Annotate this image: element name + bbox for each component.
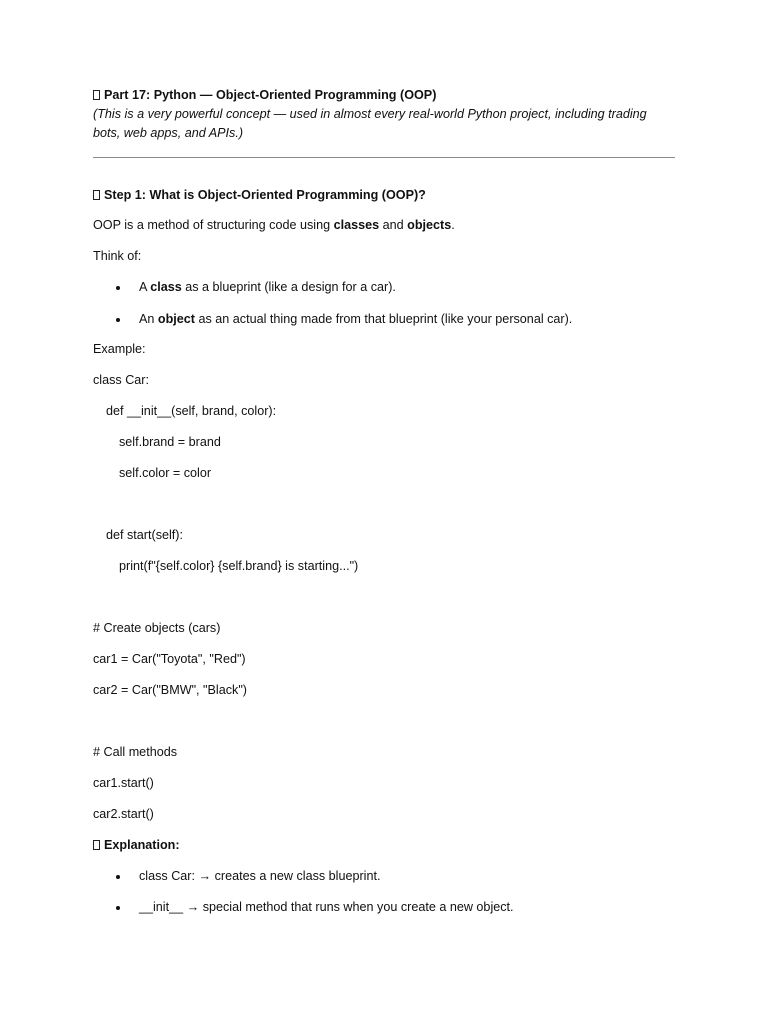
horizontal-divider <box>93 157 675 158</box>
code-line: def __init__(self, brand, color): <box>106 404 277 418</box>
think-of-label: Think of: <box>93 249 142 263</box>
code-line: self.brand = brand <box>119 435 221 449</box>
part-title-text: Part 17: Python — Object-Oriented Programming (OOP) <box>104 88 437 102</box>
emoji-placeholder-icon <box>93 190 100 200</box>
emoji-placeholder-icon <box>93 90 100 100</box>
example-label: Example: <box>93 342 146 356</box>
code-line: car2 = Car("BMW", "Black") <box>93 683 247 697</box>
explanation-bullet: __init__ → special method that runs when you create a new object. <box>139 898 514 917</box>
code-line: car1.start() <box>93 776 154 790</box>
explanation-heading: Explanation: <box>93 836 180 855</box>
step1-heading-text: Step 1: What is Object-Oriented Programming (OOP)? <box>104 188 426 202</box>
oop-intro: OOP is a method of structuring code using classes and objects. <box>93 218 455 232</box>
emoji-placeholder-icon <box>93 840 100 850</box>
bullet-class: A class as a blueprint (like a design for a car). <box>139 278 396 297</box>
document-page <box>93 86 675 914</box>
part-title <box>93 86 675 105</box>
bullet-object: An object as an actual thing made from that blueprint (like your personal car). <box>139 310 572 329</box>
code-line: def start(self): <box>106 528 183 542</box>
step1-heading <box>93 186 426 205</box>
explanation-bullet: class Car: → creates a new class blueprint. <box>139 867 380 886</box>
code-comment: # Create objects (cars) <box>93 621 221 635</box>
part-subtitle: (This is a very powerful concept — used in almost every real-world Python project, including trading bots, web apps, and APIs.) <box>93 107 647 140</box>
code-line: self.color = color <box>119 466 212 480</box>
code-line: car2.start() <box>93 807 154 821</box>
code-comment: # Call methods <box>93 745 177 759</box>
code-line: class Car: <box>93 373 149 387</box>
code-line: print(f"{self.color} {self.brand} is starting...") <box>119 559 359 573</box>
code-line: car1 = Car("Toyota", "Red") <box>93 652 246 666</box>
